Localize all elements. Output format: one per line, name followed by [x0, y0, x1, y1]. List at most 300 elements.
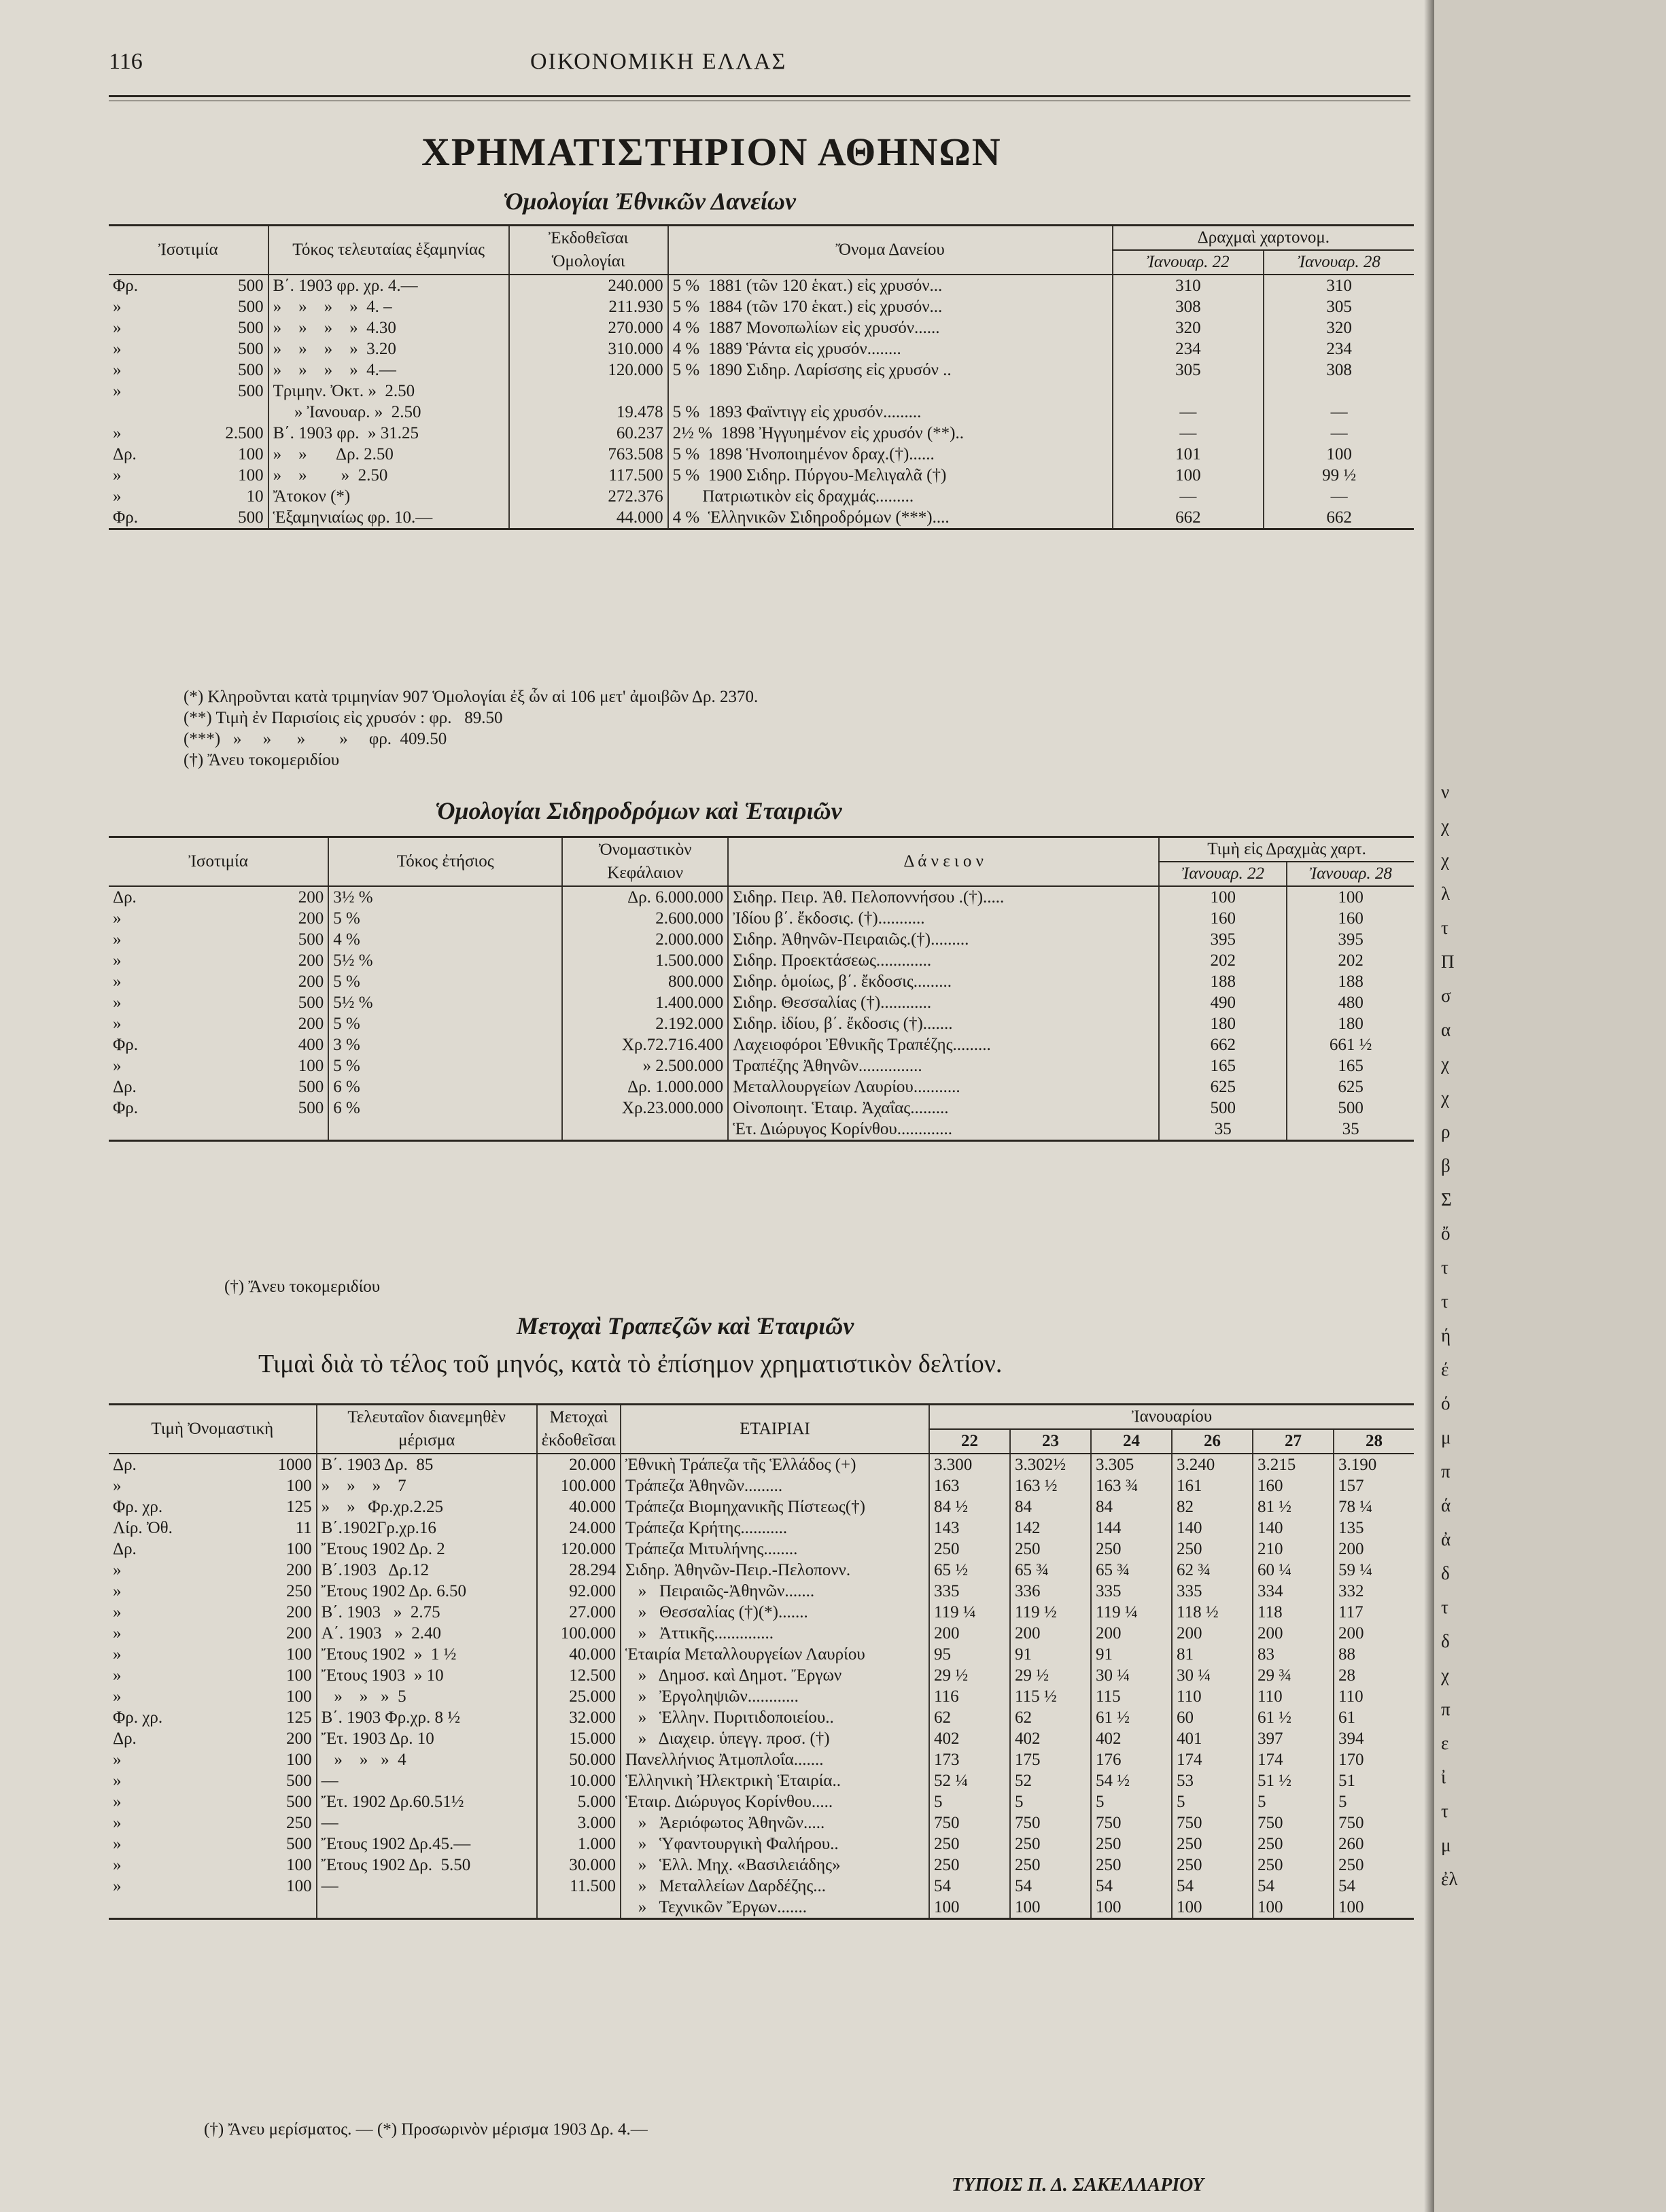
cell-currency: »	[113, 1015, 122, 1033]
cell-loan-name: 5 % 1881 (τῶν 120 ἑκατ.) εἰς χρυσόν...	[668, 275, 1113, 296]
cell-company: » Τεχνικῶν Ἔργων.......	[621, 1897, 929, 1919]
cell-dividend: Ἔτους 1903 » 10	[317, 1665, 537, 1686]
cell-loan-name: Τραπέζης Ἀθηνῶν...............	[728, 1055, 1159, 1076]
cell-dividend: » » » 4	[317, 1749, 537, 1770]
margin-letter: χ	[1441, 1087, 1449, 1108]
cell-currency: Δρ.	[113, 1540, 137, 1558]
cell-currency: »	[113, 1751, 122, 1769]
cell-issued: 25.000	[537, 1686, 621, 1707]
cell-price-28: 188	[1287, 971, 1414, 992]
col-loan-name: Ὄνομα Δανείου	[668, 226, 1113, 275]
cell-price-27: 250	[1253, 1855, 1334, 1876]
margin-letter: έ	[1441, 1359, 1449, 1380]
cell-capital: Χρ.72.716.400	[562, 1034, 728, 1055]
cell-rate: 5 %	[328, 908, 562, 929]
cell-price-22: 65 ½	[929, 1560, 1010, 1581]
table-row	[109, 1770, 1414, 1791]
cell-nominal: 500	[286, 1793, 312, 1811]
col-parity: Ἰσοτιμία	[109, 226, 268, 275]
cell-company: Ἑλληνικὴ Ἠλεκτρικὴ Ἑταιρία..	[621, 1770, 929, 1791]
cell-price-23: 5	[1010, 1791, 1091, 1812]
cell-parity-value: 10	[246, 487, 264, 506]
cell-price-28: 100	[1334, 1897, 1414, 1919]
table-row	[109, 1855, 1414, 1876]
cell-company: » Θεσσαλίας (†)(*).......	[621, 1602, 929, 1623]
cell-currency: »	[113, 1666, 122, 1685]
cell-price-23: 119 ½	[1010, 1602, 1091, 1623]
cell-currency: »	[113, 1687, 122, 1706]
cell-rate: 5 %	[328, 1055, 562, 1076]
margin-letter: β	[1441, 1155, 1451, 1176]
national-loans-table	[109, 224, 1414, 530]
cell-currency: »	[113, 994, 122, 1012]
cell-currency: Δρ.	[113, 445, 137, 463]
cell-parity-value: 500	[238, 361, 264, 379]
cell-rate	[328, 1119, 562, 1141]
cell-coupon: » » » » 4. –	[268, 296, 509, 317]
table-row	[109, 1496, 1414, 1517]
margin-letter: τ	[1441, 1597, 1448, 1617]
cell-nominal: 100	[286, 1877, 312, 1895]
cell-price-27: 250	[1253, 1833, 1334, 1855]
cell-price-23: 750	[1010, 1812, 1091, 1833]
cell-price-27: 118	[1253, 1602, 1334, 1623]
table-row	[109, 1897, 1414, 1919]
table-row	[109, 992, 1414, 1013]
cell-currency: »	[113, 1624, 122, 1643]
cell-price-22: 100	[1113, 465, 1264, 486]
cell-price-22: 165	[1159, 1055, 1287, 1076]
cell-dividend: Β΄.1902Γρ.χρ.16	[317, 1517, 537, 1539]
cell-company: » Ἑλλην. Πυριτιδοποιείου..	[621, 1707, 929, 1728]
margin-letter: δ	[1441, 1631, 1450, 1651]
cell-price-26: 161	[1172, 1475, 1253, 1496]
cell-company: Τράπεζα Βιομηχανικῆς Πίστεως(†)	[621, 1496, 929, 1517]
margin-letter: ό	[1441, 1393, 1451, 1414]
cell-coupon: » » Δρ. 2.50	[268, 444, 509, 465]
cell-price-24: 54	[1091, 1876, 1172, 1897]
cell-price-28: 135	[1334, 1517, 1414, 1539]
cell-currency: »	[113, 972, 122, 991]
cell-parity-value: 200	[298, 888, 324, 907]
cell-currency: »	[113, 1057, 122, 1075]
col-issued: Ἐκδοθεῖσαι Ὁμολογίαι	[509, 226, 668, 275]
cell-price-27: 174	[1253, 1749, 1334, 1770]
cell-price-28: 157	[1334, 1475, 1414, 1496]
cell-company: » Μεταλλείων Δαρδέζης...	[621, 1876, 929, 1897]
cell-price-22: 160	[1159, 908, 1287, 929]
cell-price-27: 750	[1253, 1812, 1334, 1833]
cell-currency: Φρ. χρ.	[113, 1498, 163, 1516]
cell-rate: 5½ %	[328, 992, 562, 1013]
cell-price-22: 310	[1113, 275, 1264, 296]
cell-issued: 120.000	[509, 359, 668, 381]
footnote: (*) Κληροῦνται κατὰ τριμηνίαν 907 Ὁμολογίαι ἐξ ὧν αἱ 106 μετ' ἀμοιβῶν Δρ. 2370.	[184, 688, 759, 706]
cell-parity-value: 200	[298, 909, 324, 928]
cell-price-28: 117	[1334, 1602, 1414, 1623]
cell-price-28: 3.190	[1334, 1454, 1414, 1475]
cell-price-24: 750	[1091, 1812, 1172, 1833]
table-row	[109, 423, 1414, 444]
cell-nominal: 100	[286, 1645, 312, 1664]
cell-price-22	[1113, 381, 1264, 402]
margin-letter: π	[1441, 1699, 1451, 1719]
cell-company: » Ἐργοληψιῶν............	[621, 1686, 929, 1707]
cell-price-26: 250	[1172, 1855, 1253, 1876]
cell-company: Τράπεζα Κρήτης...........	[621, 1517, 929, 1539]
cell-price-27: 51 ½	[1253, 1770, 1334, 1791]
cell-company: Σιδηρ. Ἀθηνῶν-Πειρ.-Πελοπονν.	[621, 1560, 929, 1581]
table-row	[109, 1728, 1414, 1749]
cell-price-23: 115 ½	[1010, 1686, 1091, 1707]
cell-price-22: 200	[929, 1623, 1010, 1644]
col-date-22: Ἰανουαρ. 22	[1113, 250, 1264, 275]
cell-coupon: Τριμην. Ὀκτ. » 2.50	[268, 381, 509, 402]
bank-shares-heading: Μετοχαὶ Τραπεζῶν καὶ Ἑταιριῶν	[517, 1312, 854, 1339]
col-group-price: Τιμὴ εἰς Δραχμὰς χαρτ.	[1159, 837, 1414, 862]
cell-price-27: 61 ½	[1253, 1707, 1334, 1728]
cell-price-24: 176	[1091, 1749, 1172, 1770]
cell-dividend: —	[317, 1876, 537, 1897]
cell-issued: 270.000	[509, 317, 668, 338]
cell-dividend: Ἔτους 1902 » 1 ½	[317, 1644, 537, 1665]
col-day-28: 28	[1334, 1429, 1414, 1454]
cell-coupon: » » » » 4.—	[268, 359, 509, 381]
cell-rate: 5½ %	[328, 950, 562, 971]
col-nominal: Τιμὴ Ὀνομαστικὴ	[109, 1405, 317, 1454]
cell-price-27: 29 ¾	[1253, 1665, 1334, 1686]
cell-capital: 800.000	[562, 971, 728, 992]
cell-currency: »	[113, 1814, 122, 1832]
footnote: (***) » » » » φρ. 409.50	[184, 730, 447, 748]
cell-capital: Δρ. 6.000.000	[562, 886, 728, 908]
cell-price-26: 118 ½	[1172, 1602, 1253, 1623]
cell-nominal: 200	[286, 1603, 312, 1621]
cell-price-22: 395	[1159, 929, 1287, 950]
cell-price-23: 200	[1010, 1623, 1091, 1644]
cell-price-27: 81 ½	[1253, 1496, 1334, 1517]
cell-price-24: 91	[1091, 1644, 1172, 1665]
cell-dividend: Ἔτους 1902 Δρ. 2	[317, 1539, 537, 1560]
cell-price-28: 100	[1264, 444, 1414, 465]
cell-price-22: 500	[1159, 1098, 1287, 1119]
cell-price-23: 250	[1010, 1539, 1091, 1560]
cell-price-28: 202	[1287, 950, 1414, 971]
cell-coupon: » » » 2.50	[268, 465, 509, 486]
table-row	[109, 1119, 1414, 1141]
cell-price-27: 60 ¼	[1253, 1560, 1334, 1581]
cell-issued: 310.000	[509, 338, 668, 359]
col-companies: ΕΤΑΙΡΙΑΙ	[621, 1405, 929, 1454]
cell-price-28: 54	[1334, 1876, 1414, 1897]
margin-letter: ν	[1441, 782, 1450, 802]
railway-bonds-table	[109, 836, 1414, 1142]
table-row	[109, 1055, 1414, 1076]
cell-price-22: 305	[1113, 359, 1264, 381]
cell-price-28: 110	[1334, 1686, 1414, 1707]
header-rule	[109, 95, 1410, 97]
col-date-22: Ἰανουαρ. 22	[1159, 862, 1287, 886]
cell-price-27: 200	[1253, 1623, 1334, 1644]
table-row	[109, 1665, 1414, 1686]
national-loans-heading: Ὁμολογίαι Ἐθνικῶν Δανείων	[503, 188, 796, 215]
cell-currency: »	[113, 951, 122, 970]
cell-currency: »	[113, 930, 122, 949]
cell-price-24: 100	[1091, 1897, 1172, 1919]
cell-company: » Πειραιῶς-Ἀθηνῶν.......	[621, 1581, 929, 1602]
cell-price-22: 116	[929, 1686, 1010, 1707]
cell-rate: 3½ %	[328, 886, 562, 908]
cell-nominal: 1000	[277, 1456, 312, 1474]
cell-parity-value	[175, 402, 268, 423]
cell-currency: Φρ.	[113, 277, 138, 295]
cell-dividend: —	[317, 1770, 537, 1791]
cell-capital: 1.400.000	[562, 992, 728, 1013]
cell-dividend: Α΄. 1903 » 2.40	[317, 1623, 537, 1644]
col-loan-name: Δ ά ν ε ι ο ν	[728, 837, 1159, 887]
cell-price-27: 334	[1253, 1581, 1334, 1602]
cell-price-24: 250	[1091, 1539, 1172, 1560]
cell-issued: 3.000	[537, 1812, 621, 1833]
cell-coupon: » » » » 4.30	[268, 317, 509, 338]
cell-issued: 60.237	[509, 423, 668, 444]
margin-letter: ρ	[1441, 1121, 1451, 1142]
cell-price-22: 662	[1113, 507, 1264, 529]
cell-price-22: 54	[929, 1876, 1010, 1897]
margin-letter: χ	[1441, 815, 1449, 836]
table-row	[109, 1539, 1414, 1560]
cell-capital: Δρ. 1.000.000	[562, 1076, 728, 1098]
cell-price-27: 54	[1253, 1876, 1334, 1897]
cell-issued: 240.000	[509, 275, 668, 296]
cell-price-23: 54	[1010, 1876, 1091, 1897]
table-row	[109, 1013, 1414, 1034]
cell-price-22: 101	[1113, 444, 1264, 465]
facing-page-edge	[1434, 0, 1666, 2212]
cell-dividend: —	[317, 1812, 537, 1833]
cell-issued: 15.000	[537, 1728, 621, 1749]
cell-price-28: 305	[1264, 296, 1414, 317]
cell-price-22: 35	[1159, 1119, 1287, 1141]
cell-loan-name: 4 % 1887 Μονοπωλίων εἰς χρυσόν......	[668, 317, 1113, 338]
cell-dividend: Β΄. 1903 Δρ. 85	[317, 1454, 537, 1475]
cell-price-23: 142	[1010, 1517, 1091, 1539]
col-parity: Ἰσοτιμία	[109, 837, 328, 887]
table-row	[109, 1560, 1414, 1581]
cell-price-23: 65 ¾	[1010, 1560, 1091, 1581]
cell-price-22: 119 ¼	[929, 1602, 1010, 1623]
cell-price-28: 661 ½	[1287, 1034, 1414, 1055]
cell-parity-value: 100	[298, 1057, 324, 1075]
cell-price-28: 28	[1334, 1665, 1414, 1686]
margin-letter: ἐλ	[1441, 1869, 1458, 1889]
cell-price-28: 395	[1287, 929, 1414, 950]
cell-parity-value: 100	[238, 466, 264, 485]
bank-shares-subheading: Τιμαὶ διὰ τὸ τέλος τοῦ μηνός, κατὰ τὸ ἐπίσημον χρηματιστικὸν δελτίον.	[258, 1350, 1003, 1378]
cell-coupon: Ἄτοκον (*)	[268, 486, 509, 507]
col-day-26: 26	[1172, 1429, 1253, 1454]
margin-letter: Π	[1441, 951, 1455, 972]
cell-capital: 2.600.000	[562, 908, 728, 929]
cell-loan-name: 5 % 1884 (τῶν 170 ἑκατ.) εἰς χρυσόν...	[668, 296, 1113, 317]
cell-loan-name: Σιδηρ. Θεσσαλίας (†)............	[728, 992, 1159, 1013]
table-row	[109, 1707, 1414, 1728]
cell-currency: »	[113, 319, 122, 337]
cell-dividend: Ἔτους 1902 Δρ.45.—	[317, 1833, 537, 1855]
cell-currency: »	[113, 340, 122, 358]
cell-currency: Φρ. χρ.	[113, 1708, 163, 1727]
cell-coupon: Β΄. 1903 φρ. χρ. 4.—	[268, 275, 509, 296]
col-capital: Ὀνομαστικὸν Κεφάλαιον	[562, 837, 728, 887]
table-row	[109, 317, 1414, 338]
cell-dividend: Ἔτους 1902 Δρ. 5.50	[317, 1855, 537, 1876]
railway-bonds-heading: Ὁμολογίαι Σιδηροδρόμων καὶ Ἑταιριῶν	[435, 797, 842, 824]
col-day-23: 23	[1010, 1429, 1091, 1454]
cell-issued: 100.000	[537, 1475, 621, 1496]
cell-price-23: 402	[1010, 1728, 1091, 1749]
cell-currency: Δρ.	[113, 1456, 137, 1474]
margin-letter: χ	[1441, 849, 1449, 870]
cell-price-26: 60	[1172, 1707, 1253, 1728]
cell-price-22: 250	[929, 1833, 1010, 1855]
cell-price-24: 65 ¾	[1091, 1560, 1172, 1581]
cell-nominal: 100	[286, 1751, 312, 1769]
cell-capital: 2.192.000	[562, 1013, 728, 1034]
national-loans-notes	[184, 686, 758, 771]
cell-price-28: 78 ¼	[1334, 1496, 1414, 1517]
cell-price-28: 480	[1287, 992, 1414, 1013]
cell-rate: 5 %	[328, 1013, 562, 1034]
cell-price-28: 308	[1264, 359, 1414, 381]
cell-parity-value: 500	[238, 508, 264, 527]
cell-price-22: 320	[1113, 317, 1264, 338]
cell-dividend: » » » 7	[317, 1475, 537, 1496]
cell-price-23: 163 ½	[1010, 1475, 1091, 1496]
col-coupon: Τόκος τελευταίας ἑξαμηνίας	[268, 226, 509, 275]
cell-currency: »	[113, 1793, 122, 1811]
col-day-22: 22	[929, 1429, 1010, 1454]
cell-price-28: 88	[1334, 1644, 1414, 1665]
cell-price-24: 61 ½	[1091, 1707, 1172, 1728]
cell-price-22: —	[1113, 402, 1264, 423]
cell-price-26: 3.240	[1172, 1454, 1253, 1475]
running-title: ΟΙΚΟΝΟΜΙΚΗ ΕΛΛΑΣ	[530, 49, 787, 74]
cell-currency: Δρ.	[113, 1078, 137, 1096]
cell-price-28: —	[1264, 402, 1414, 423]
cell-price-28: 625	[1287, 1076, 1414, 1098]
cell-price-24: 144	[1091, 1517, 1172, 1539]
cell-currency: Δρ.	[113, 888, 137, 907]
col-day-24: 24	[1091, 1429, 1172, 1454]
cell-price-28: —	[1264, 486, 1414, 507]
cell-capital	[562, 1119, 728, 1141]
cell-price-24: 250	[1091, 1833, 1172, 1855]
cell-company: » Ἀττικῆς..............	[621, 1623, 929, 1644]
cell-price-22: 250	[929, 1855, 1010, 1876]
cell-currency	[109, 1897, 236, 1919]
cell-price-22: 750	[929, 1812, 1010, 1833]
cell-nominal: 250	[286, 1582, 312, 1600]
cell-price-27: 3.215	[1253, 1454, 1334, 1475]
col-dividend: Τελευταῖον διανεμηθὲν μέρισμα	[317, 1405, 537, 1454]
cell-coupon: Ἑξαμηνιαίως φρ. 10.—	[268, 507, 509, 529]
cell-issued: 28.294	[537, 1560, 621, 1581]
cell-price-27: 83	[1253, 1644, 1334, 1665]
cell-loan-name: Σιδηρ. ὁμοίως, β΄. ἔκδοσις.........	[728, 971, 1159, 992]
cell-parity-value	[217, 1119, 328, 1141]
cell-nominal: 500	[286, 1835, 312, 1853]
cell-price-23: 52	[1010, 1770, 1091, 1791]
cell-loan-name: 5 % 1900 Σιδηρ. Πύργου-Μελιγαλᾶ (†)	[668, 465, 1113, 486]
cell-price-22: 3.300	[929, 1454, 1010, 1475]
cell-loan-name: 5 % 1890 Σιδηρ. Λαρίσσης εἰς χρυσόν ..	[668, 359, 1113, 381]
cell-currency: »	[113, 1477, 122, 1495]
margin-letter: ε	[1441, 1733, 1449, 1753]
cell-loan-name: Πατριωτικὸν εἰς δραχμάς.........	[668, 486, 1113, 507]
cell-price-24: 3.305	[1091, 1454, 1172, 1475]
railway-bonds-note: (†) Ἄνευ τοκομεριδίου	[224, 1278, 381, 1296]
cell-company: Τράπεζα Ἀθηνῶν.........	[621, 1475, 929, 1496]
margin-letter: ἰ	[1441, 1767, 1446, 1787]
cell-price-28: 99 ½	[1264, 465, 1414, 486]
cell-price-28: 35	[1287, 1119, 1414, 1141]
table-row	[109, 950, 1414, 971]
cell-currency: »	[113, 1835, 122, 1853]
cell-price-23: 250	[1010, 1833, 1091, 1855]
cell-loan-name: Ἑτ. Διώρυγος Κορίνθου.............	[728, 1119, 1159, 1141]
margin-letter: τ	[1441, 917, 1448, 938]
cell-price-24: 335	[1091, 1581, 1172, 1602]
cell-issued: 50.000	[537, 1749, 621, 1770]
cell-price-22: —	[1113, 423, 1264, 444]
cell-price-27: 100	[1253, 1897, 1334, 1919]
table-row	[109, 444, 1414, 465]
cell-currency: »	[113, 466, 122, 485]
cell-currency	[109, 1119, 217, 1141]
cell-price-22: 29 ½	[929, 1665, 1010, 1686]
cell-parity-value: 500	[298, 1078, 324, 1096]
table-row	[109, 275, 1414, 296]
col-issued: Μετοχαὶ ἐκδοθεῖσαι	[537, 1405, 621, 1454]
cell-price-27: 210	[1253, 1539, 1334, 1560]
table-row	[109, 381, 1414, 402]
cell-price-28: 234	[1264, 338, 1414, 359]
table-row	[109, 296, 1414, 317]
table-row	[109, 338, 1414, 359]
cell-price-28: —	[1264, 423, 1414, 444]
cell-loan-name: 2½ % 1898 Ἠγγυημένον εἰς χρυσόν (**)..	[668, 423, 1113, 444]
table-row	[109, 402, 1414, 423]
table-row	[109, 1791, 1414, 1812]
cell-company: » Ὑφαντουργικὴ Φαλήρου..	[621, 1833, 929, 1855]
cell-dividend: Β΄. 1903 Φρ.χρ. 8 ½	[317, 1707, 537, 1728]
cell-nominal: 200	[286, 1624, 312, 1643]
cell-issued	[509, 381, 668, 402]
cell-loan-name: Σιδηρ. ἰδίου, β΄. ἔκδοσις (†).......	[728, 1013, 1159, 1034]
cell-price-28: 59 ¼	[1334, 1560, 1414, 1581]
cell-company: » Διαχειρ. ὑπεγγ. προσ. (†)	[621, 1728, 929, 1749]
table-row	[109, 1602, 1414, 1623]
cell-loan-name: Ἰδίου β΄. ἔκδοσις. (†)...........	[728, 908, 1159, 929]
cell-price-24: 119 ¼	[1091, 1602, 1172, 1623]
margin-letter: τ	[1441, 1801, 1448, 1821]
col-day-27: 27	[1253, 1429, 1334, 1454]
cell-rate: 5 %	[328, 971, 562, 992]
cell-currency: Φρ.	[113, 508, 138, 527]
cell-price-26: 54	[1172, 1876, 1253, 1897]
cell-currency: Λίρ. Ὀθ.	[113, 1519, 173, 1537]
table-row	[109, 465, 1414, 486]
